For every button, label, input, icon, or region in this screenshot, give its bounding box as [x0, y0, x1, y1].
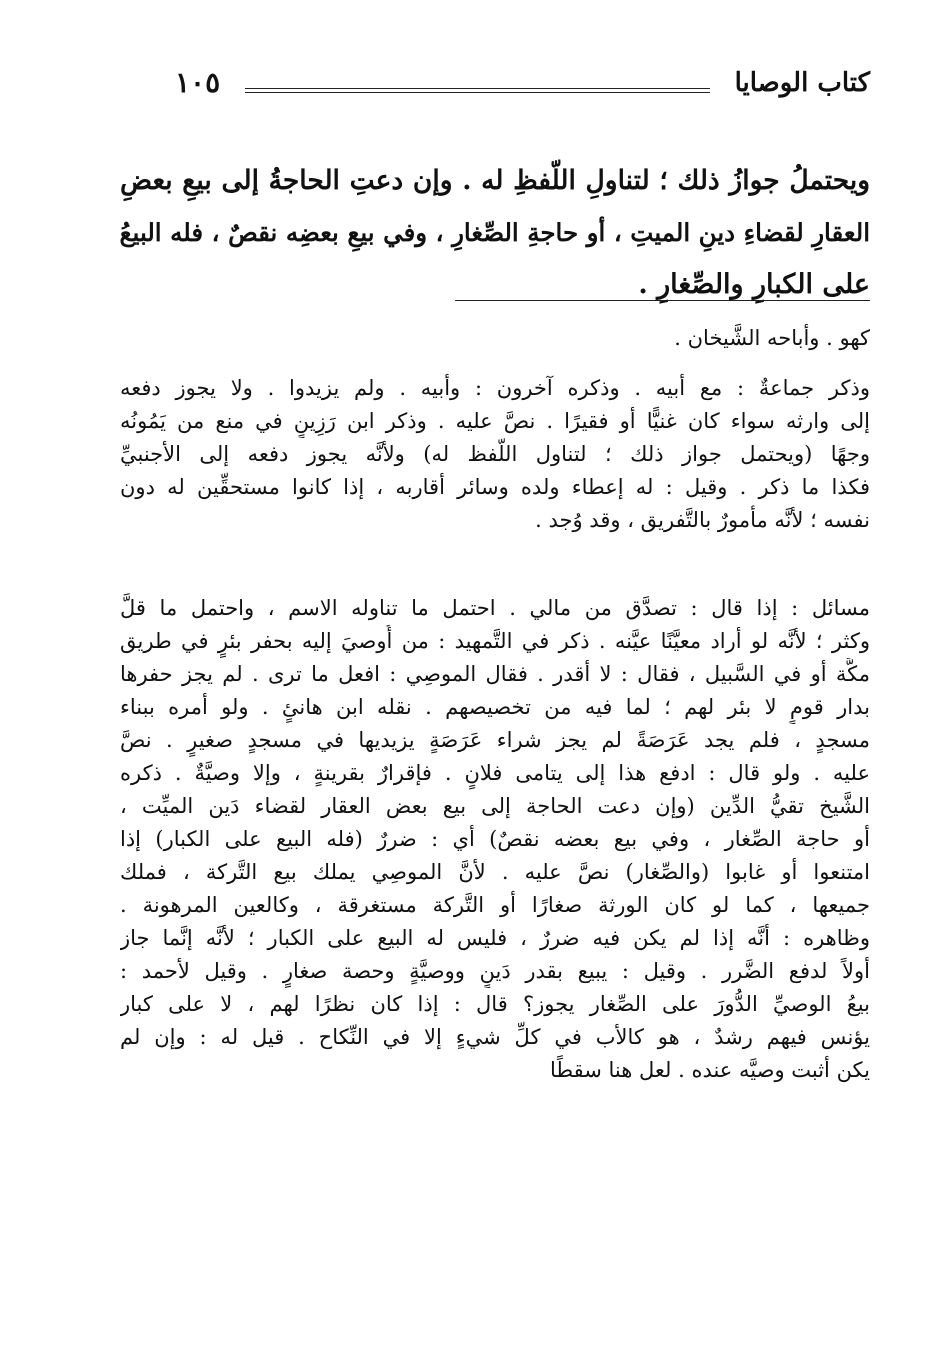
commentary-line: مسائل : إذا قال : تصدَّق من مالي . احتمل ما تناوله الاسم ، واحتمل ما قلَّ — [120, 596, 870, 620]
commentary-line: وكثر ؛ لأنَّه لو أراد معيَّنًا عيَّنه . ذكر في التَّمهيد : من أُوصيَ إليه بحفر بئرٍ في طريق — [120, 629, 870, 653]
commentary-line: إلى وارثه سواء كان غنيًّا أو فقيرًا . نصَّ عليه . وذكر ابن رَزِينٍ في منع من يَمُونُه — [120, 409, 870, 433]
commentary-paragraph — [120, 592, 870, 1087]
commentary-intro — [120, 322, 870, 355]
matn-line: على الكبارِ والصِّغارِ . — [638, 269, 870, 300]
commentary-line: مكَّة أو في السَّبيل ، فقال : لا أقدر . فقال الموصِي : افعل ما ترى . لم يجز حفرها — [120, 662, 870, 686]
matn-line: ويحتملُ جوازُ ذلك ؛ لتناولِ اللّفظِ له . وإن دعتِ الحاجةُ إلى بيعِ بعضِ — [120, 165, 870, 196]
commentary-line: يؤنس فيهم رشدٌ ، هو كالأب في كلِّ شيءٍ إلا في النِّكاح . قيل له : وإن لم — [120, 1025, 870, 1049]
commentary-line: فكذا ما ذكر . وقيل : له إعطاء ولده وسائر أقاربه ، إذا كانوا مستحقِّين له دون — [120, 475, 870, 499]
commentary-paragraph — [120, 372, 870, 537]
page-number: ١٠٥ — [175, 66, 221, 99]
commentary-line: وظاهره : أنَّه إذا لم يكن فيه ضررٌ ، فليس له البيع على الكبار ؛ لأنَّه إنَّما جاز — [120, 926, 870, 950]
commentary-line: يكن أثبت وصيَّه عنده . لعل هنا سقطًا — [549, 1058, 870, 1082]
header-rule — [245, 88, 710, 89]
commentary-line: وذكر جماعةٌ : مع أبيه . وذكره آخرون : وأبيه . ولم يزيدوا . ولا يجوز دفعه — [120, 376, 870, 400]
commentary-line: مسجدٍ ، فلم يجد عَرَصَةً لم يجز شراء عَرَصَةٍ يزيديها في مسجدٍ صغيرٍ . نصَّ — [120, 728, 870, 752]
commentary-line: جميعها ، كما لو كان الورثة صغارًا أو التَّركة مستغرقة ، وكالعين المرهونة . — [120, 893, 870, 917]
commentary-line: أو حاجة الصِّغار ، وفي بيع بعضه نقصٌ) أي : ضررٌ (فله البيع على الكبار) إذا — [120, 827, 870, 851]
commentary-line: وجهًا (ويحتمل جواز ذلك ؛ لتناول اللّفظ له) ولأنَّه يجوز دفعه إلى الأجنبيِّ — [120, 442, 870, 466]
commentary-line: بيعُ الوصيِّ الدُّورَ على الصِّغار يجوز؟ قال : إذا كان نظرًا لهم ، لا على كبار — [120, 992, 870, 1016]
header-rule — [245, 92, 710, 93]
commentary-line: عليه . ولو قال : ادفع هذا إلى يتامى فلانٍ . فإقرارٌ بقرينةٍ ، وإلا وصيَّةٌ . ذكره — [120, 761, 870, 785]
matn-text — [120, 155, 870, 311]
commentary-line: كهو . وأباحه الشَّيخان . — [674, 326, 870, 350]
page-header — [120, 62, 870, 110]
commentary-line: بدار قومٍ لا بئر لهم ؛ لما فيه من تخصيصهم . نقله ابن هانئٍ . ولو أمره ببناء — [120, 695, 870, 719]
commentary-line: الشَّيخ تقيُّ الدِّين (وإن دعت الحاجة إلى بيع بعض العقار لقضاء دَين الميِّت ، — [120, 794, 870, 818]
matn-line: العقارِ لقضاءِ دينِ الميتِ ، أو حاجةِ الصِّغارِ ، وفي بيعِ بعضِه نقصٌ ، فله البيعُ — [120, 218, 870, 247]
commentary-line: امتنعوا أو غابوا (والصِّغار) نصَّ عليه . لأنَّ الموصِي يملك بيع التَّركة ، فملك — [120, 860, 870, 884]
commentary-line: أولاً لدفع الضَّرر . وقيل : يبيع بقدر دَينٍ ووصيَّةٍ وحصة صغارٍ . وقيل لأحمد : — [120, 959, 870, 983]
book-title: كتاب الوصايا — [734, 68, 870, 98]
commentary-line: نفسه ؛ لأنَّه مأمورٌ بالتَّفريق ، وقد وُجد . — [535, 508, 870, 532]
matn-separator — [455, 300, 870, 301]
